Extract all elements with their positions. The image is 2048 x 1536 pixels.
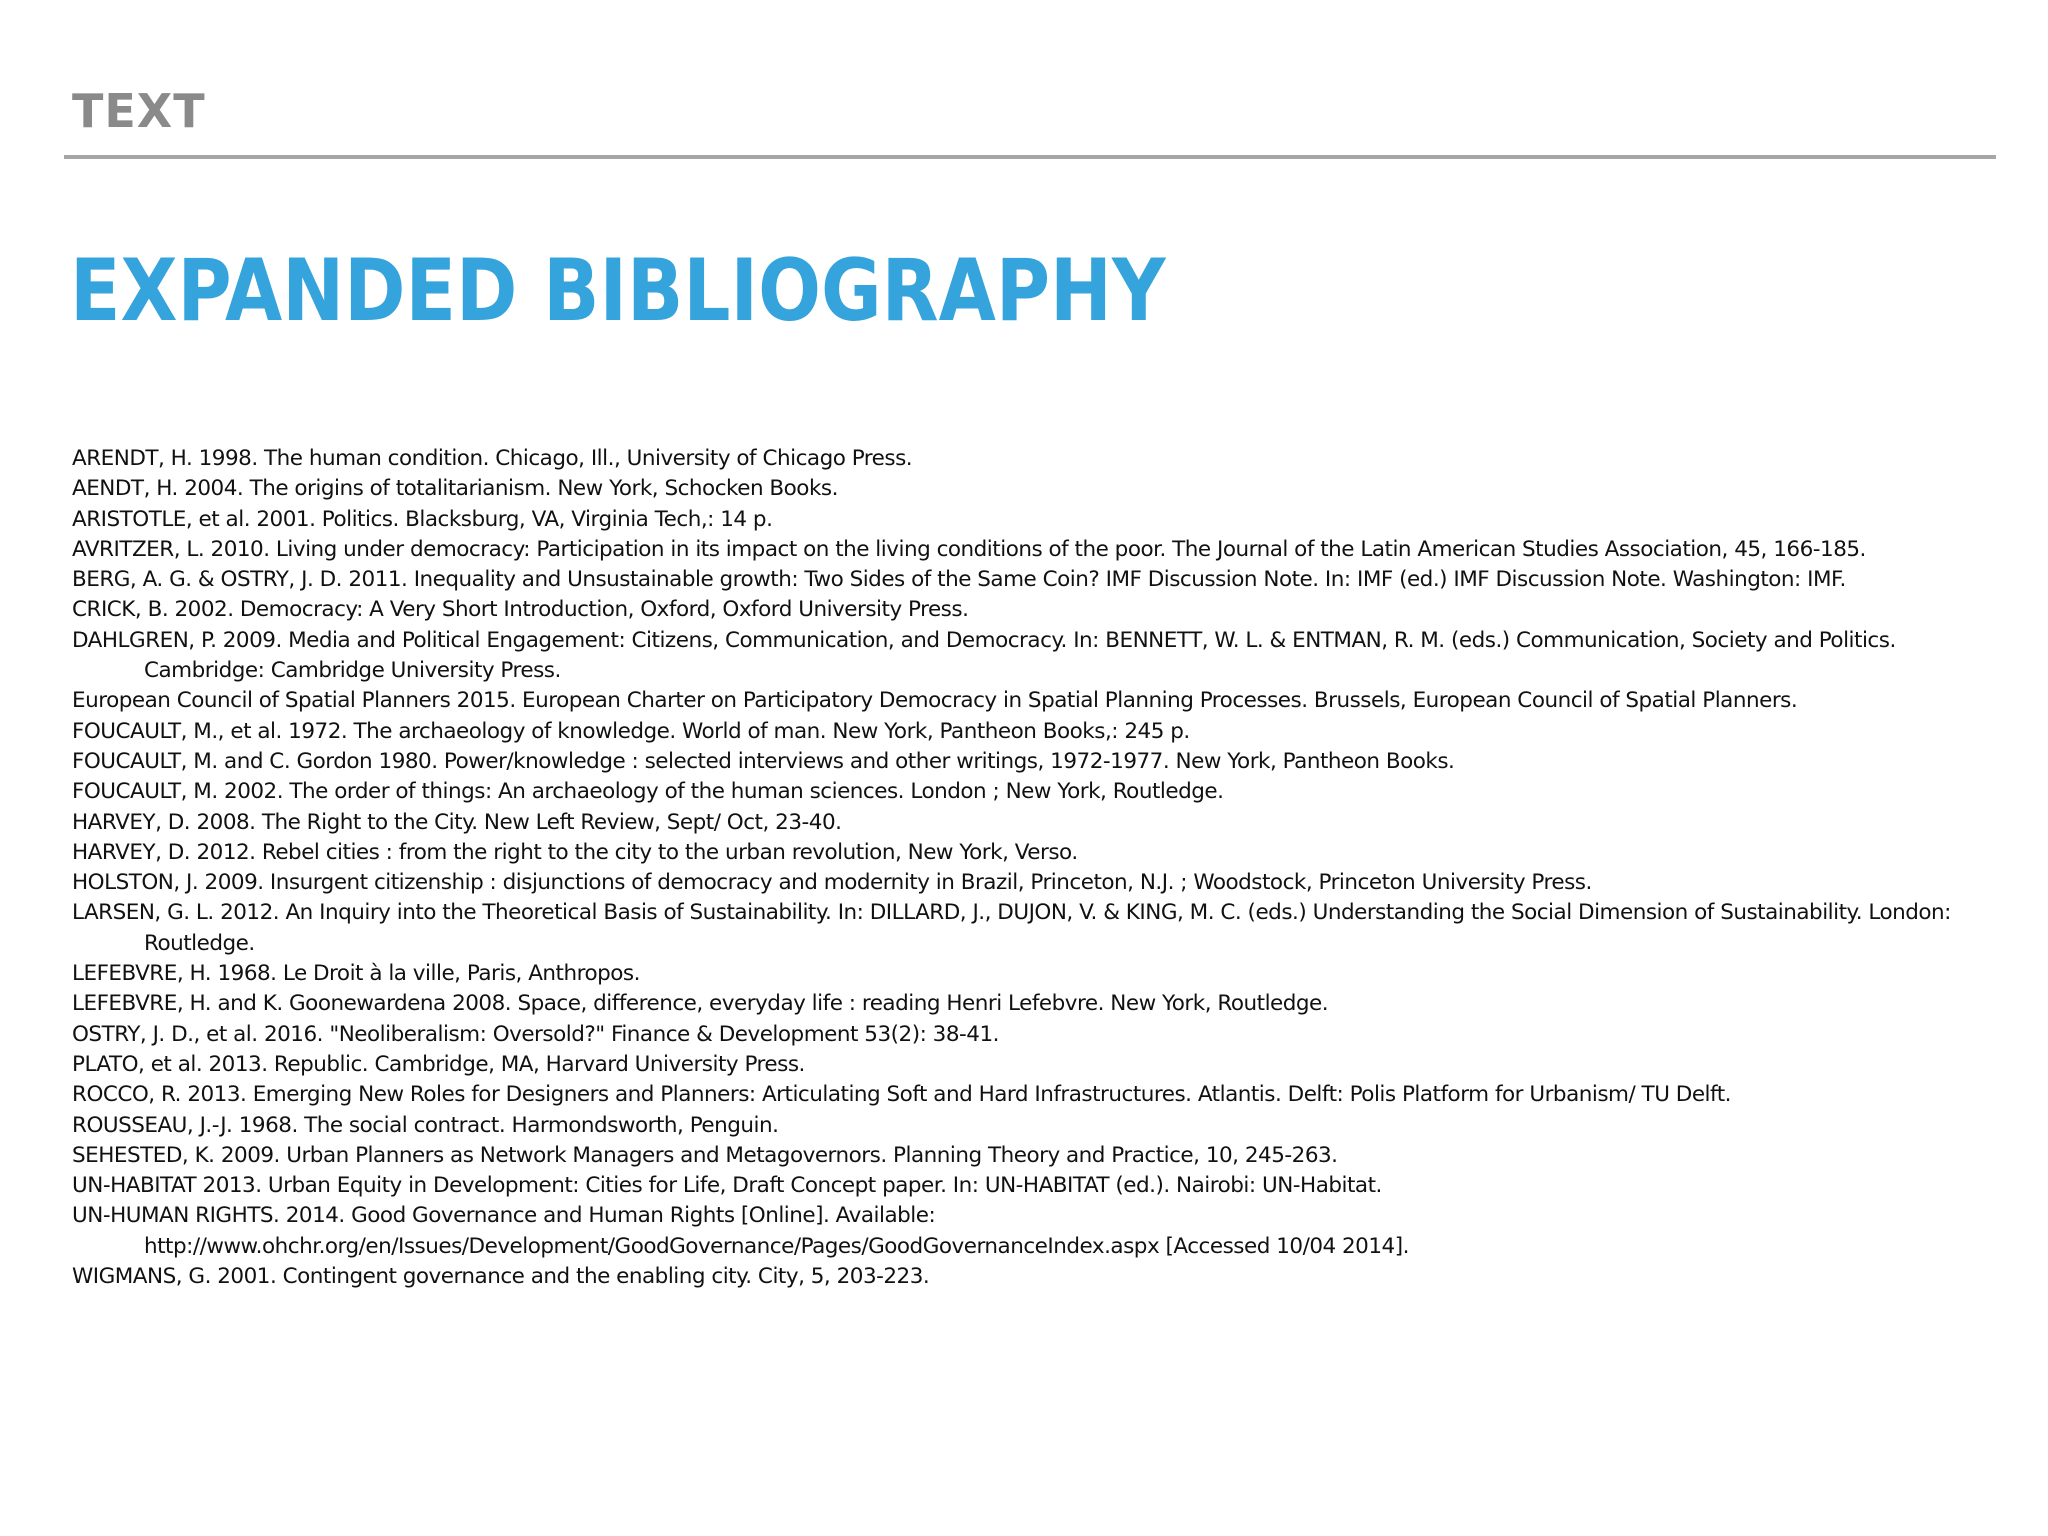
bibliography-entry: HARVEY, D. 2008. The Right to the City. New Left Review, Sept/ Oct, 23-40. [72, 809, 842, 835]
bibliography-entry: BERG, A. G. & OSTRY, J. D. 2011. Inequality and Unsustainable growth: Two Sides of the Same Coin? IMF Discussion Note. In: IMF (ed.) IMF Discussion Note. Washington: IMF. [72, 567, 1846, 593]
bibliography-entry: UN-HUMAN RIGHTS. 2014. Good Governance and Human Rights [Online]. Available: http://www.ohchr.org/en/Issues/Development/GoodGovernance/Pages/GoodGovernanceIndex.aspx [Accessed 10/04 2014]. [72, 1203, 1409, 1259]
page-title: EXPANDED BIBLIOGRAPHY [70, 241, 1166, 341]
bibliography-entry: AVRITZER, L. 2010. Living under democracy: Participation in its impact on the living conditions of the poor. The Journal of the Latin American Studies Association, 45, 166-185. [72, 536, 1866, 562]
bibliography-entry: ARENDT, H. 1998. The human condition. Chicago, Ill., University of Chicago Press. [72, 446, 913, 471]
bibliography-entry: WIGMANS, G. 2001. Contingent governance and the enabling city. City, 5, 203-223. [72, 1264, 930, 1290]
bibliography-entry: FOUCAULT, M. and C. Gordon 1980. Power/knowledge : selected interviews and other writings, 1972-1977. New York, Pantheon Books. [72, 748, 1455, 774]
section-label: TEXT [72, 84, 206, 138]
bibliography-entry: AENDT, H. 2004. The origins of totalitarianism. New York, Schocken Books. [72, 476, 838, 502]
bibliography-entry: LARSEN, G. L. 2012. An Inquiry into the Theoretical Basis of Sustainability. In: DILLARD, J., DUJON, V. & KING, M. C. (eds.) Understanding the Social Dimension of Sustainability. London: Routledge. [72, 900, 1951, 956]
bibliography-entry: PLATO, et al. 2013. Republic. Cambridge, MA, Harvard University Press. [72, 1051, 805, 1077]
bibliography-entry: HARVEY, D. 2012. Rebel cities : from the right to the city to the urban revolution, New York, Verso. [72, 839, 1078, 865]
bibliography-entry: LEFEBVRE, H. and K. Goonewardena 2008. Space, difference, everyday life : reading Henri Lefebvre. New York, Routledge. [72, 991, 1329, 1017]
bibliography-entry: OSTRY, J. D., et al. 2016. "Neoliberalism: Oversold?" Finance & Development 53(2): 38-41. [72, 1021, 999, 1047]
bibliography-entry: HOLSTON, J. 2009. Insurgent citizenship : disjunctions of democracy and modernity in Brazil, Princeton, N.J. ; Woodstock, Princeton University Press. [72, 870, 1592, 896]
bibliography-list [72, 444, 1952, 1292]
bibliography-entry: SEHESTED, K. 2009. Urban Planners as Network Managers and Metagovernors. Planning Theory and Practice, 10, 245-263. [72, 1142, 1338, 1168]
bibliography-entry: FOUCAULT, M., et al. 1972. The archaeology of knowledge. World of man. New York, Pantheon Books,: 245 p. [72, 718, 1190, 744]
bibliography-entry: DAHLGREN, P. 2009. Media and Political Engagement: Citizens, Communication, and Democracy. In: BENNETT, W. L. & ENTMAN, R. M. (eds.) Communication, Society and Politics. Cambridge: Cambridge University Press. [72, 627, 1896, 684]
bibliography-entry: European Council of Spatial Planners 2015. European Charter on Participatory Democracy in Spatial Planning Processes. Brussels, European Council of Spatial Planners. [72, 688, 1798, 714]
bibliography-entry: FOUCAULT, M. 2002. The order of things: An archaeology of the human sciences. London ; New York, Routledge. [72, 779, 1224, 805]
bibliography-entry: LEFEBVRE, H. 1968. Le Droit à la ville, Paris, Anthropos. [72, 961, 640, 987]
bibliography-entry: ARISTOTLE, et al. 2001. Politics. Blacksburg, VA, Virginia Tech,: 14 p. [72, 506, 773, 532]
bibliography-entry: UN-HABITAT 2013. Urban Equity in Development: Cities for Life, Draft Concept paper. In: UN-HABITAT (ed.). Nairobi: UN-Habitat. [72, 1173, 1382, 1199]
bibliography-entry: ROUSSEAU, J.-J. 1968. The social contract. Harmondsworth, Penguin. [72, 1112, 779, 1138]
bibliography-entry: CRICK, B. 2002. Democracy: A Very Short Introduction, Oxford, Oxford University Press. [72, 597, 969, 623]
header-divider [64, 155, 1996, 159]
bibliography-entry: ROCCO, R. 2013. Emerging New Roles for Designers and Planners: Articulating Soft and Hard Infrastructures. Atlantis. Delft: Polis Platform for Urbanism/ TU Delft. [72, 1082, 1731, 1108]
